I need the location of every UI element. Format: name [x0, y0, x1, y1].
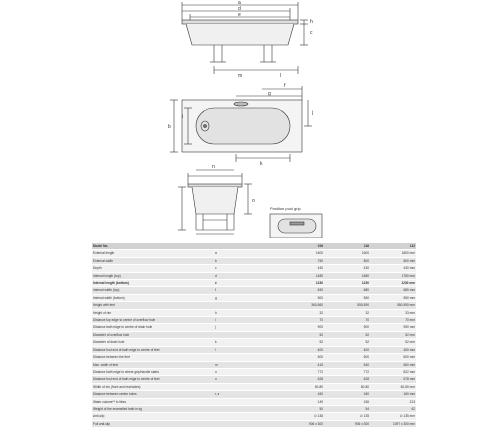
table-row	[92, 361, 416, 368]
row-symbol: c	[214, 265, 278, 272]
row-symbol	[214, 383, 278, 390]
row-value-model-2: 160	[324, 391, 370, 398]
dim-label-f: f	[284, 83, 286, 89]
row-value-model-2: 600	[324, 354, 370, 361]
row-value-model-1: 70	[278, 317, 324, 324]
row-value-model-2: 70	[324, 317, 370, 324]
row-value-model-2: 1680	[324, 272, 370, 279]
row-value-model-3: 430 mm	[370, 265, 416, 272]
row-value-model-1: 630	[278, 287, 324, 294]
row-symbol: m	[214, 361, 278, 368]
row-symbol	[214, 302, 278, 309]
row-value-model-3: 800 mm	[370, 257, 416, 264]
table-row	[92, 331, 416, 338]
dim-label-n: n	[212, 164, 215, 170]
row-value-model-2: 32	[324, 309, 370, 316]
header-model-1: 106	[278, 243, 324, 250]
table-row	[92, 391, 416, 398]
table-row	[92, 376, 416, 383]
row-value-model-3: 1097 x 300 mm	[370, 420, 416, 427]
row-symbol	[214, 413, 278, 420]
row-value-model-1: 600	[278, 354, 324, 361]
row-label: External width	[92, 257, 214, 264]
dim-label-d: d	[238, 6, 241, 12]
row-value-model-1: 906 x 300	[278, 420, 324, 427]
row-symbol: l	[214, 346, 278, 353]
row-value-model-3: 600 mm	[370, 354, 416, 361]
row-label: Distance foot end of bath edge to centre of feet	[92, 376, 214, 383]
row-symbol: r, s	[214, 391, 278, 398]
row-label: External length	[92, 250, 214, 257]
row-label: Max. width of feet	[92, 361, 214, 368]
row-value-model-3: 950 mm	[370, 324, 416, 331]
table-row	[92, 368, 416, 375]
row-symbol: k	[214, 339, 278, 346]
row-value-model-2: 772	[324, 368, 370, 375]
row-value-model-1: 1480	[278, 272, 324, 279]
row-value-model-2: 800	[324, 257, 370, 264]
row-value-model-1: 628	[278, 376, 324, 383]
pool-grip-caption: Position pool grip	[270, 206, 301, 211]
row-value-model-2: 1230	[324, 280, 370, 287]
row-symbol	[214, 420, 278, 427]
row-value-model-2: 60-80	[324, 383, 370, 390]
row-value-model-2: 52	[324, 331, 370, 338]
row-value-model-2: 1600	[324, 250, 370, 257]
row-value-model-1: 160	[278, 391, 324, 398]
row-label: Anti-slip	[92, 413, 214, 420]
table-row	[92, 383, 416, 390]
row-value-model-2: 680	[324, 287, 370, 294]
row-value-model-3: 1230 mm	[370, 280, 416, 287]
row-label: Full anti-slip	[92, 420, 214, 427]
header-symbol	[214, 243, 278, 250]
row-label: Distance bath edge to centre of drain hole	[92, 324, 214, 331]
table-row	[92, 287, 416, 294]
row-value-model-3: 33 mm	[370, 309, 416, 316]
row-label: Internal width (top)	[92, 287, 214, 294]
row-symbol: o	[214, 376, 278, 383]
row-value-model-1: 52	[278, 331, 324, 338]
row-symbol	[214, 405, 278, 412]
row-value-model-1: 772	[278, 368, 324, 375]
header-model-3: 112	[370, 243, 416, 250]
table-header-row	[92, 243, 416, 250]
table-row	[92, 413, 416, 420]
row-value-model-3: 1800 mm	[370, 250, 416, 257]
row-value-model-1: 149	[278, 398, 324, 405]
row-value-model-2: 900	[324, 324, 370, 331]
row-value-model-3: ∅ 135 mm	[370, 413, 416, 420]
dim-label-c: c	[310, 30, 313, 36]
row-value-model-2: 906 x 300	[324, 420, 370, 427]
row-value-model-3: 822 mm	[370, 368, 416, 375]
row-value-model-3: 660 mm	[370, 361, 416, 368]
dim-label-l: l	[280, 73, 282, 79]
table-row	[92, 272, 416, 279]
header-model-2: 116	[324, 243, 370, 250]
row-label: Distance top edge to centre of overflow hole	[92, 317, 214, 324]
row-value-model-1: 52	[278, 339, 324, 346]
pool-grip-inset	[270, 214, 322, 238]
table-row	[92, 280, 416, 287]
row-symbol: e	[214, 280, 278, 287]
end-section-view	[178, 170, 252, 234]
row-value-model-1: 750	[278, 257, 324, 264]
dim-label-m: m	[238, 73, 243, 79]
row-value-model-1: 415	[278, 361, 324, 368]
row-label: Width of rim (front and rear/sides)	[92, 383, 214, 390]
row-value-model-2: ∅ 135	[324, 413, 370, 420]
row-value-model-3: 70 mm	[370, 317, 416, 324]
row-value-model-3: 678 mm	[370, 376, 416, 383]
row-label: Internal width (bottom)	[92, 294, 214, 301]
row-value-model-3: 213	[370, 398, 416, 405]
row-label: Distance between centre holes	[92, 391, 214, 398]
row-label: Internal length (top)	[92, 272, 214, 279]
row-symbol: a	[214, 250, 278, 257]
row-label: Height of rim	[92, 309, 214, 316]
dim-label-o: o	[252, 198, 255, 204]
side-elevation	[182, 2, 308, 74]
table-row	[92, 265, 416, 272]
row-symbol: g	[214, 294, 278, 301]
row-value-model-3: 62	[370, 405, 416, 412]
row-value-model-3: 52 mm	[370, 331, 416, 338]
row-symbol: n	[214, 368, 278, 375]
row-symbol: f	[214, 287, 278, 294]
table-row	[92, 294, 416, 301]
row-value-model-2: 540	[324, 361, 370, 368]
row-value-model-1: 500	[278, 294, 324, 301]
row-value-model-1: 400	[278, 346, 324, 353]
table-row	[92, 317, 416, 324]
table-row	[92, 302, 416, 309]
row-value-model-1: 1600	[278, 250, 324, 257]
row-value-model-2: 430	[324, 265, 370, 272]
row-label: Diameter of overflow hole	[92, 331, 214, 338]
row-label: Diameter of drain hole	[92, 339, 214, 346]
table-row	[92, 398, 416, 405]
row-value-model-1: 360-560	[278, 302, 324, 309]
row-label: Weight of the enamelled bath in kg	[92, 405, 214, 412]
table-row	[92, 250, 416, 257]
table-row	[92, 309, 416, 316]
table-row	[92, 346, 416, 353]
table-row	[92, 257, 416, 264]
row-value-model-3: 550-590 mm	[370, 302, 416, 309]
row-value-model-2: 550-590	[324, 302, 370, 309]
row-symbol	[214, 398, 278, 405]
row-symbol: j	[214, 324, 278, 331]
row-value-model-2: 52	[324, 339, 370, 346]
dim-label-j: j	[312, 110, 314, 116]
row-label: Distance between the feet	[92, 354, 214, 361]
row-symbol: d	[214, 272, 278, 279]
row-value-model-3: 550 mm	[370, 294, 416, 301]
specification-table	[92, 243, 416, 428]
dim-label-a: a	[238, 0, 241, 6]
row-value-model-1: 50	[278, 405, 324, 412]
row-symbol: i	[214, 317, 278, 324]
table-row	[92, 339, 416, 346]
header-label: Model No.	[92, 243, 214, 250]
row-label: Distance foot end of bath edge to centre of feet	[92, 346, 214, 353]
row-symbol: h	[214, 309, 278, 316]
row-label: Distance bath edge to where grip/handle starts	[92, 368, 214, 375]
row-value-model-2: 550	[324, 294, 370, 301]
table-row	[92, 405, 416, 412]
row-value-model-2: 156	[324, 398, 370, 405]
row-value-model-1: 900	[278, 324, 324, 331]
row-value-model-1: 32	[278, 309, 324, 316]
row-value-model-3: 400 mm	[370, 346, 416, 353]
row-value-model-2: 54	[324, 405, 370, 412]
row-label: Water volume** in litres	[92, 398, 214, 405]
row-symbol: b	[214, 257, 278, 264]
row-value-model-1: 60-80	[278, 383, 324, 390]
table-row	[92, 420, 416, 427]
row-symbol	[214, 354, 278, 361]
row-value-model-1: 1230	[278, 280, 324, 287]
row-value-model-2: 628	[324, 376, 370, 383]
row-value-model-3: 52 mm	[370, 339, 416, 346]
row-value-model-3: 680 mm	[370, 287, 416, 294]
table-row	[92, 354, 416, 361]
dim-label-e: e	[238, 12, 241, 18]
row-value-model-1: ∅ 135	[278, 413, 324, 420]
row-value-model-3: 60-80 mm	[370, 383, 416, 390]
row-label: Depth	[92, 265, 214, 272]
row-symbol	[214, 331, 278, 338]
dim-label-i: i	[182, 114, 184, 120]
dim-label-b: b	[168, 124, 171, 130]
row-value-model-3: 160 mm	[370, 391, 416, 398]
row-value-model-1: 430	[278, 265, 324, 272]
plan-view	[170, 86, 312, 162]
row-value-model-3: 1780 mm	[370, 272, 416, 279]
row-label: Internal length (bottom)	[92, 280, 214, 287]
table-row	[92, 324, 416, 331]
dim-label-k: k	[260, 161, 263, 167]
dim-label-g: g	[268, 91, 271, 97]
row-value-model-2: 400	[324, 346, 370, 353]
row-label: Height with feet	[92, 302, 214, 309]
dim-label-h: h	[310, 19, 313, 25]
